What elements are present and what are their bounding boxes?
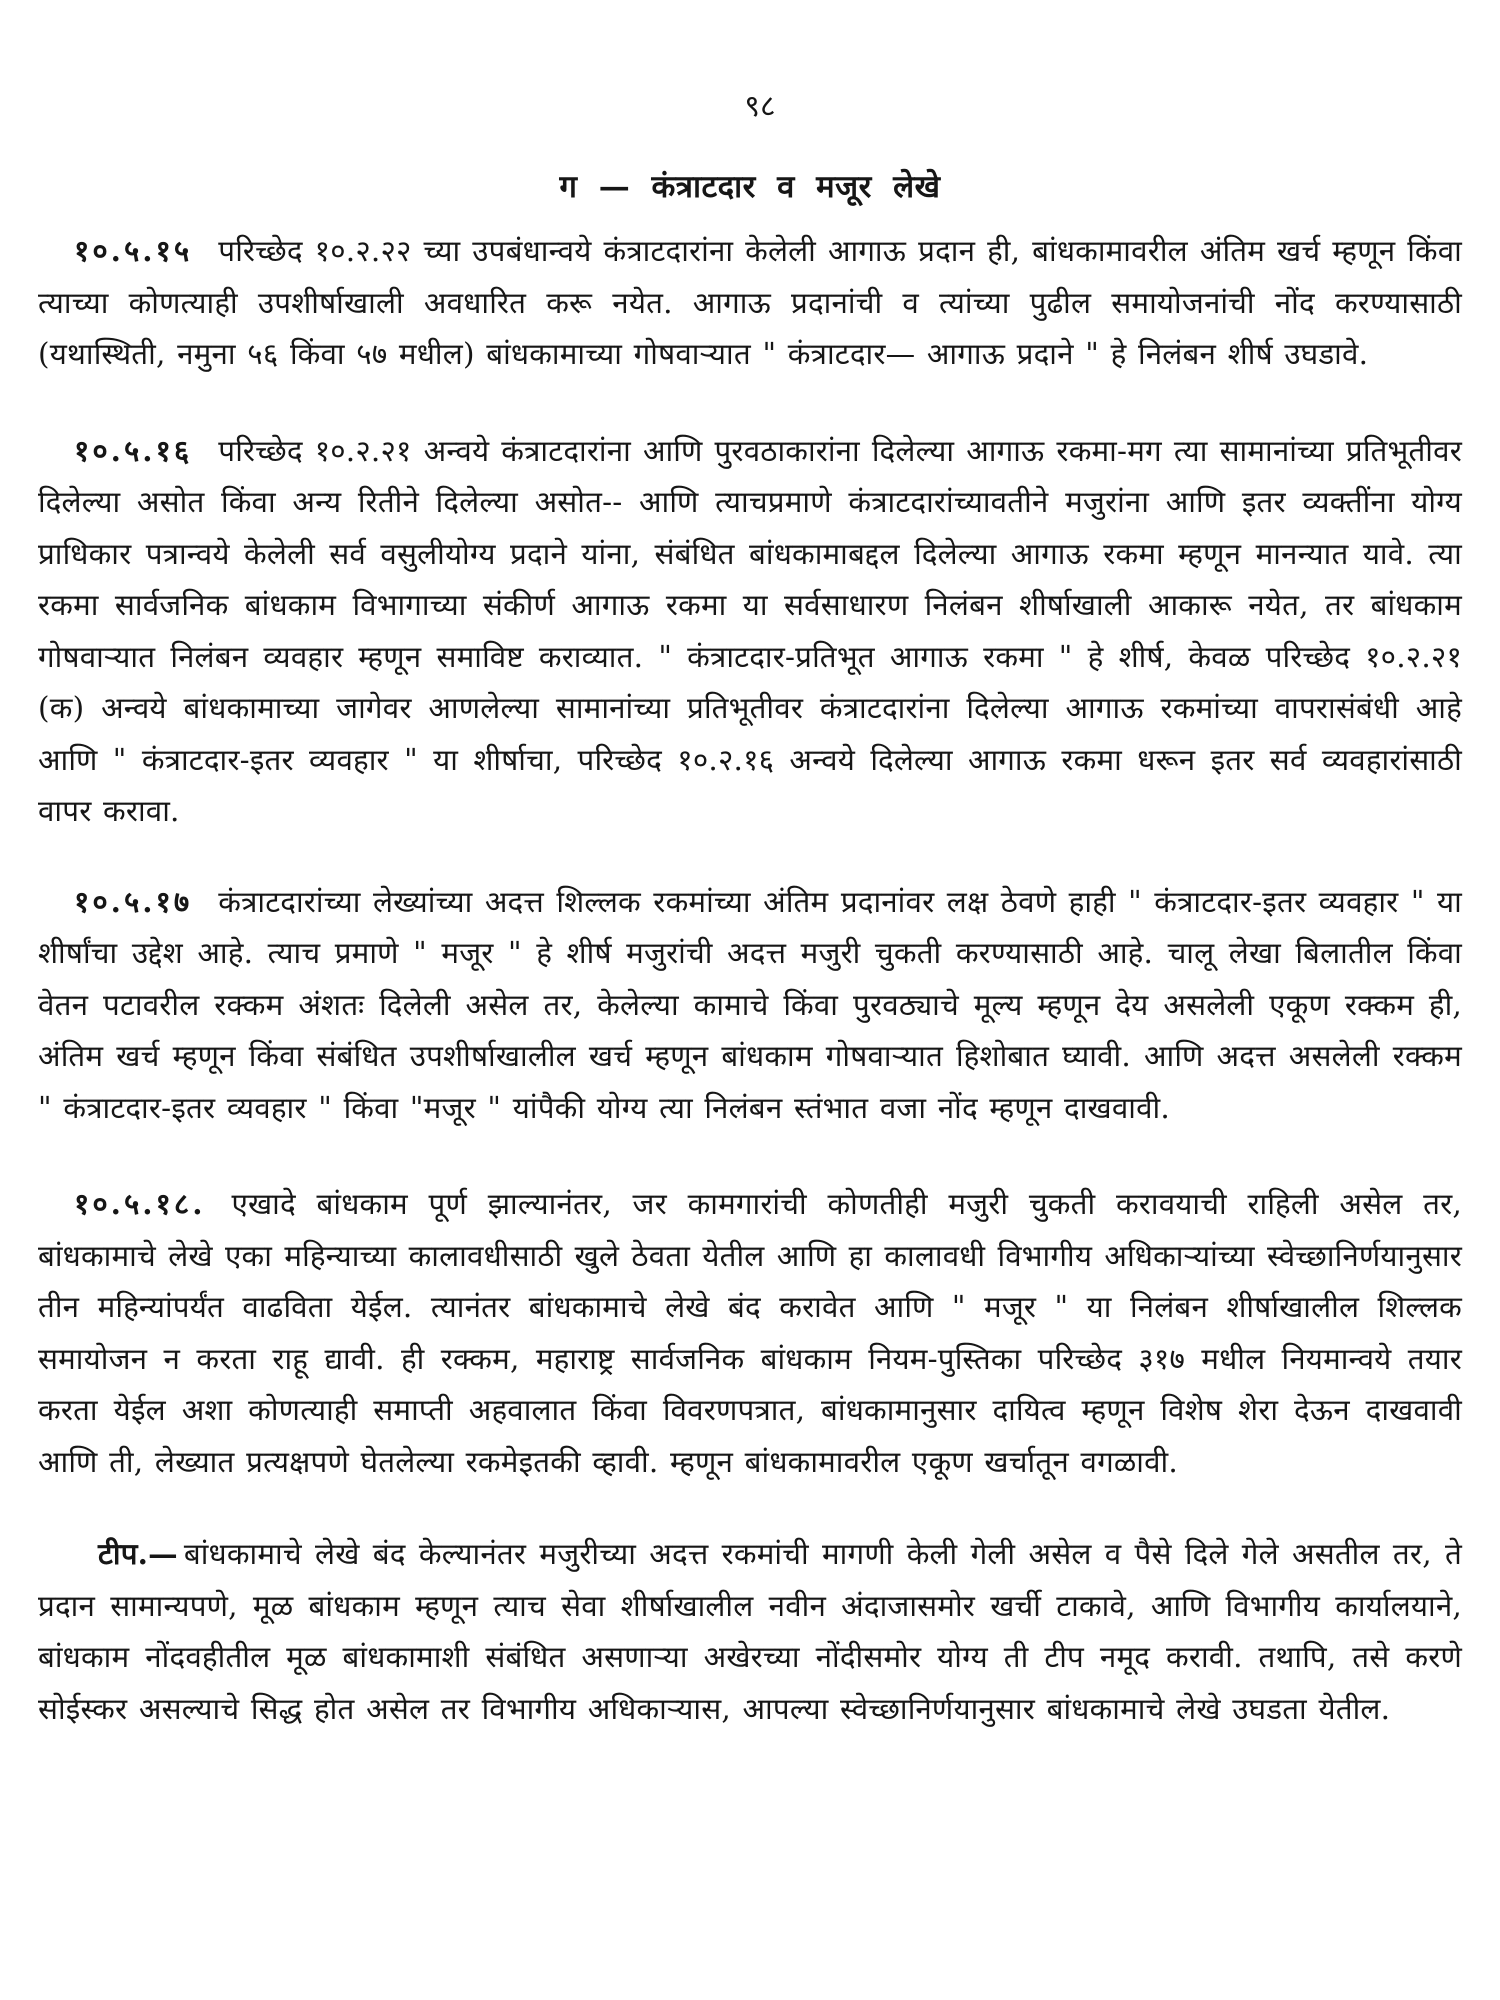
note-label: टीप.— <box>98 1536 178 1571</box>
paragraph-text: परिच्छेद १०.२.२१ अन्वये कंत्राटदारांना आणि पुरवठाकारांना दिलेल्या आगाऊ रकमा-मग त्या सामानांच्या प्रतिभूतीवर दिलेल्या असोत किंवा अन्य रितीने दिलेल्या असोत-- आणि त्याचप्रमाणे कंत्राटदारांच्यावतीने मजुरांना आणि इतर व्यक्तींना योग्य प्राधिकार पत्रान्वये केलेली सर्व वसुलीयोग्य प्रदाने यांना, संबंधित बांधकामाबद्दल दिलेल्या आगाऊ रकमा म्हणून मानन्यात यावे. त्या रकमा सार्वजनिक बांधकाम विभागाच्या संकीर्ण आगाऊ रकमा या सर्वसाधारण निलंबन शीर्षाखाली आकारू नयेत, तर बांधकाम गोषवाऱ्यात निलंबन व्यवहार म्हणून समाविष्ट कराव्यात. " कंत्राटदार-प्रतिभूत आगाऊ रकमा " हे शीर्ष, केवळ परिच्छेद १०.२.२१ (क) अन्वये बांधकामाच्या जागेवर आणलेल्या सामानांच्या प्रतिभूतीवर कंत्राटदारांना दिलेल्या आगाऊ रकमांच्या वापरासंबंधी आहे आणि " कंत्राटदार-इतर व्यवहार " या शीर्षाचा, परिच्छेद १०.२.१६ अन्वये दिलेल्या आगाऊ रकमा धरून इतर सर्व व्यवहारांसाठी वापर करावा. <box>38 433 1462 828</box>
section-title: ग — कंत्राटदार व मजूर लेखे <box>559 169 941 205</box>
paragraph-10-5-18 <box>38 1178 1462 1488</box>
paragraph-number: १०.५.१६ <box>74 432 193 468</box>
paragraph-text: एखादे बांधकाम पूर्ण झाल्यानंतर, जर कामगारांची कोणतीही मजुरी चुकती करावयाची राहिली असेल तर, बांधकामाचे लेखे एका महिन्याच्या कालावधीसाठी खुले ठेवता येतील आणि हा कालावधी विभागीय अधिकाऱ्यांच्या स्वेच्छानिर्णयानुसार तीन महिन्यांपर्यंत वाढविता येईल. त्यानंतर बांधकामाचे लेखे बंद करावेत आणि " मजूर " या निलंबन शीर्षाखालील शिल्लक समायोजन न करता राहू द्यावी. ही रक्कम, महाराष्ट्र सार्वजनिक बांधकाम नियम-पुस्तिका परिच्छेद ३१७ मधील नियमान्वये तयार करता येईल अशा कोणत्याही समाप्ती अहवालात किंवा विवरणपत्रात, बांधकामानुसार दायित्व म्हणून विशेष शेरा देऊन दाखवावी आणि ती, लेख्यात प्रत्यक्षपणे घेतलेल्या रकमेइतकी व्हावी. म्हणून बांधकामावरील एकूण खर्चातून वगळावी. <box>38 1187 1462 1479</box>
page-number: ९८ <box>744 89 776 124</box>
paragraph-number: १०.५.१५ <box>74 233 193 268</box>
paragraph-text: परिच्छेद १०.२.२२ च्या उपबंधान्वये कंत्राटदारांना केलेली आगाऊ प्रदान ही, बांधकामावरील अंतिम खर्च म्हणून किंवा त्याच्या कोणत्याही उपशीर्षाखाली अवधारित करू नयेत. आगाऊ प्रदानांची व त्यांच्या पुढील समायोजनांची नोंद करण्यासाठी (यथास्थिती, नमुना ५६ किंवा ५७ मधील) बांधकामाच्या गोषवाऱ्यात " कंत्राटदार— आगाऊ प्रदाने " हे निलंबन शीर्ष उघडावे. <box>38 234 1462 371</box>
paragraph-10-5-17 <box>38 876 1462 1135</box>
paragraph-number: १०.५.१८. <box>74 1186 206 1221</box>
paragraph-10-5-16 <box>38 425 1462 838</box>
paragraph-number: १०.५.१७ <box>74 883 193 919</box>
paragraph-10-5-15 <box>38 225 1462 381</box>
note-text: बांधकामाचे लेखे बंद केल्यानंतर मजुरीच्या अदत्त रकमांची मागणी केली गेली असेल व पैसे दिले गेले असतील तर, ते प्रदान सामान्यपणे, मूळ बांधकाम म्हणून त्याच सेवा शीर्षाखालील नवीन अंदाजासमोर खर्ची टाकावे, आणि विभागीय कार्यालयाने, बांधकाम नोंदवहीतील मूळ बांधकामाशी संबंधित असणाऱ्या अखेरच्या नोंदीसमोर योग्य ती टीप नमूद करावी. तथापि, तसे करणे सोईस्कर असल्याचे सिद्ध होत असेल तर विभागीय अधिकाऱ्यास, आपल्या स्वेच्छानिर्णयानुसार बांधकामाचे लेखे उघडता येतील. <box>38 1537 1462 1726</box>
note-paragraph <box>38 1528 1462 1735</box>
paragraph-text: कंत्राटदारांच्या लेख्यांच्या अदत्त शिल्लक रकमांच्या अंतिम प्रदानांवर लक्ष ठेवणे हाही " कंत्राटदार-इतर व्यवहार " या शीर्षांचा उद्देश आहे. त्याच प्रमाणे " मजूर " हे शीर्ष मजुरांची अदत्त मजुरी चुकती करण्यासाठी आहे. चालू लेखा बिलातील किंवा वेतन पटावरील रक्कम अंशतः दिलेली असेल तर, केलेल्या कामाचे किंवा पुरवठ्याचे मूल्य म्हणून देय असलेली एकूण रक्कम ही, अंतिम खर्च म्हणून किंवा संबंधित उपशीर्षाखालील खर्च म्हणून बांधकाम गोषवाऱ्यात हिशोबात घ्यावी. आणि अदत्त असलेली रक्कम " कंत्राटदार-इतर व्यवहार " किंवा "मजूर " यांपैकी योग्य त्या निलंबन स्तंभात वजा नोंद म्हणून दाखवावी. <box>38 884 1462 1125</box>
